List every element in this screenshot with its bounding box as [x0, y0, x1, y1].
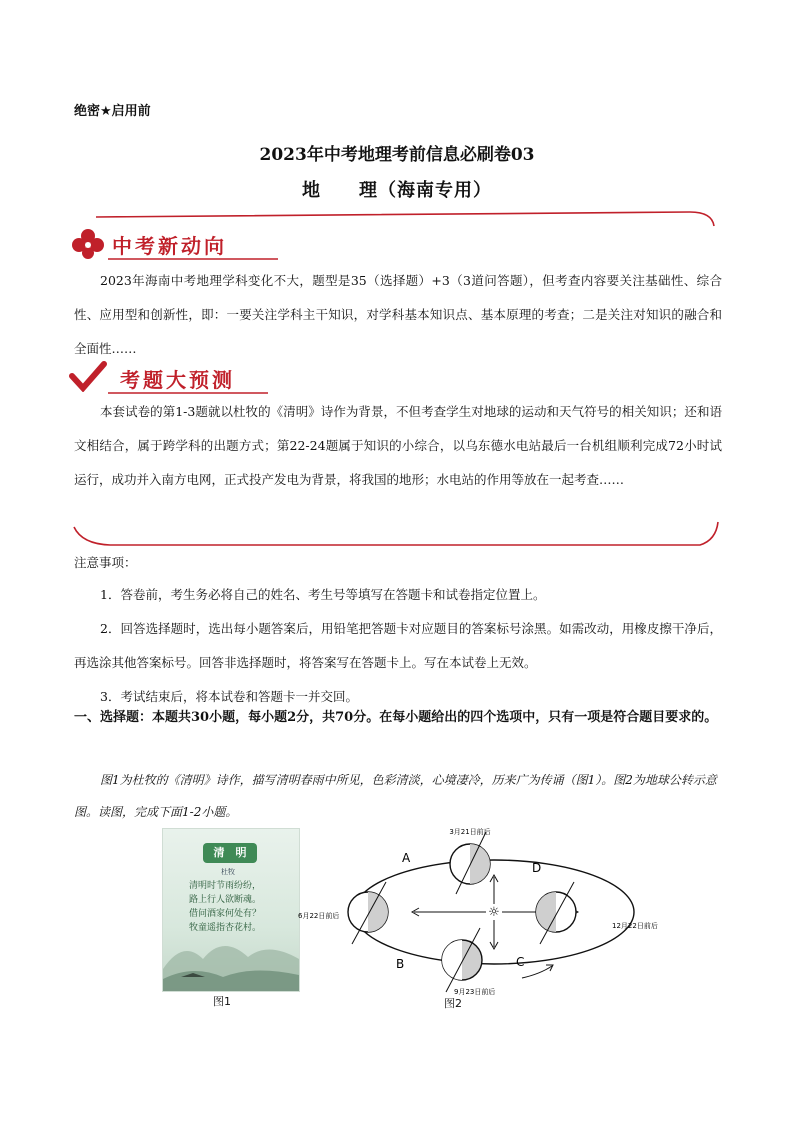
paper-title: 2023年中考地理考前信息必刷卷03 [259, 145, 535, 165]
earth-right [536, 882, 576, 944]
landscape-illustration [163, 929, 299, 991]
poem-title: 清 明 [203, 843, 257, 863]
poem-line: 牧童遥指杏花村。 [189, 923, 262, 933]
date-label-right: 12月22日前后 [612, 922, 658, 930]
date-label-bottom: 9月23日前后 [454, 988, 496, 996]
date-label-top: 3月21日前后 [449, 828, 491, 836]
paper-subtitle: 地 理（海南专用） [302, 180, 492, 201]
choice-heading-text: 一、选择题：本题共30小题，每小题2分，共70分。在每小题给出的四个选项中，只有一项是符合题目要求的。 [74, 710, 718, 725]
letter-b: B [396, 957, 405, 971]
direction-arrow [522, 966, 552, 978]
letter-d: D [532, 861, 542, 875]
earth-bottom [442, 928, 482, 992]
sun-icon: ☼ [488, 905, 500, 920]
section-heading-trend: 中考新动向 [112, 234, 227, 258]
note-item: 2．回答选择题时，选出每小题答案后，用铅笔把答题卡对应题目的答案标号涂黑。如需改动，用橡皮擦干净后，再选涂其他答案标号。回答非选择题时，将答案写在答题卡上。写在本试卷上无效。 [74, 621, 722, 670]
section-heading-predict: 考题大预测 [120, 368, 235, 392]
figure1-caption: 图1 [213, 995, 231, 1008]
note-item: 3．考试结束后，将本试卷和答题卡一并交回。 [100, 689, 358, 704]
poem-line: 路上行人欲断魂。 [189, 895, 262, 905]
checkmark-icon [68, 360, 108, 392]
poem-image [162, 828, 300, 992]
poem-author: 杜牧 [221, 868, 235, 876]
letter-c: C [516, 955, 525, 969]
poem-line: 借问酒家何处有？ [189, 909, 262, 919]
note-item: 1．答卷前，考生务必将自己的姓名、考生号等填写在答题卡和试卷指定位置上。 [100, 587, 546, 602]
poem-line: 清明时节雨纷纷， [189, 881, 262, 891]
trend-paragraph: 2023年海南中考地理学科变化不大，题型是35（选择题）+3（3道问答题），但考查内容要关注基础性、综合性、应用型和创新性，即：一要关注学科主干知识，对学科基本知识点、基本原理的考查；二是关注对知识的融合和全面性…… [74, 273, 722, 356]
heading-underline [108, 256, 278, 262]
predict-paragraph: 本套试卷的第1-3题就以杜牧的《清明》诗作为背景，不但考查学生对地球的运动和天气符号的相关知识；还和语文相结合，属于跨学科的出题方式；第22-24题属于知识的小综合，以乌东德水电站最后一台机组顺利完成72小时试运行，成功并入南方电网，正式投产发电为背景，将我国的地形；水电站的作用等放在一起考查…… [74, 404, 722, 487]
confidential-label: 绝密★启用前 [74, 104, 151, 119]
section-heading-choice [74, 702, 722, 734]
clover-icon [68, 228, 108, 260]
date-label-left: 6月22日前后 [298, 912, 340, 920]
earth-top [450, 832, 490, 894]
question-intro: 图1为杜牧的《清明》诗作，描写清明春雨中所见，色彩清淡，心境凄冷，历来广为传诵（图1）。图2为地球公转示意图。读图，完成下面1-2小题。 [74, 773, 717, 819]
notes-label: 注意事项： [74, 555, 137, 570]
letter-a: A [402, 851, 411, 865]
figure2-caption: 图2 [444, 997, 462, 1010]
orbit-diagram [294, 822, 664, 1002]
